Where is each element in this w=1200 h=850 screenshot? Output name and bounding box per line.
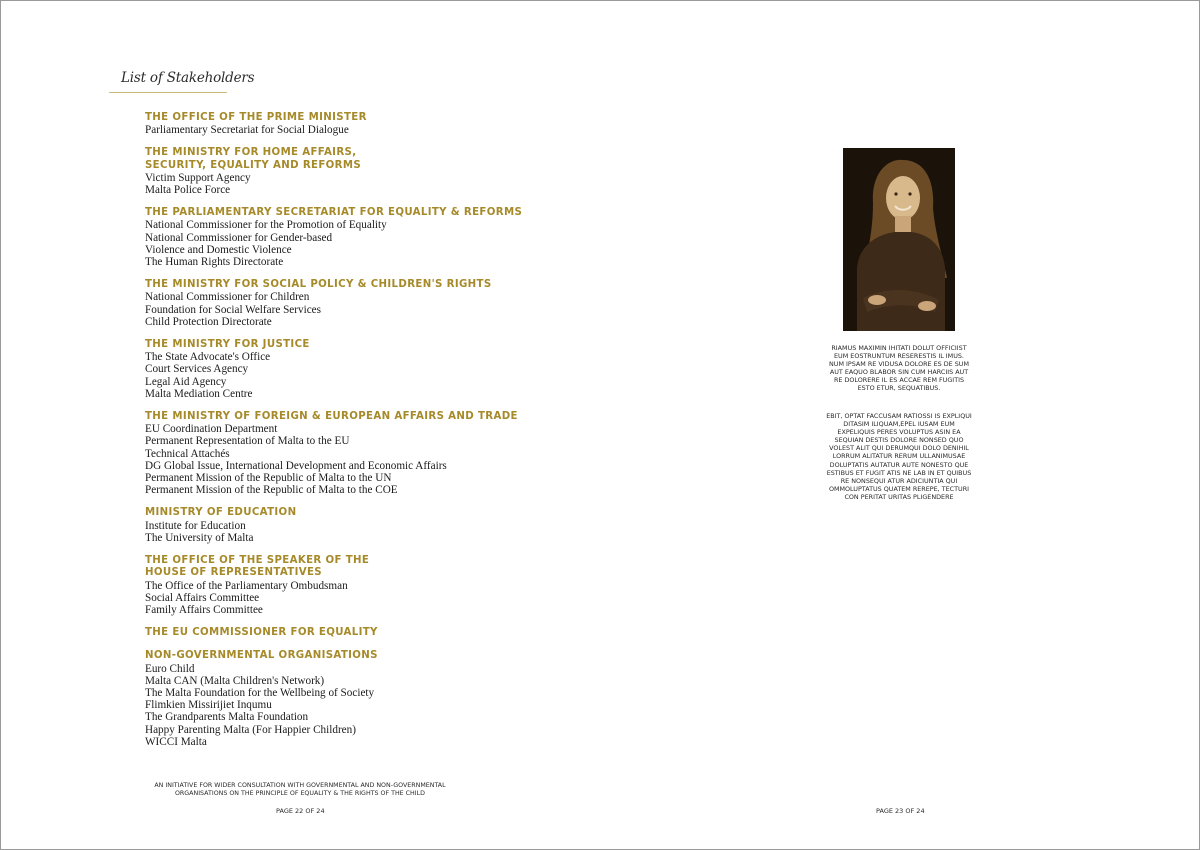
group-heading: THE MINISTRY FOR SOCIAL POLICY & CHILDREN'S RIGHTS: [145, 279, 492, 291]
stakeholder-item: Child Protection Directorate: [145, 315, 272, 328]
stakeholder-group: [145, 627, 705, 639]
stakeholder-item: National Commissioner for the Promotion of Equality: [145, 219, 387, 232]
photo-caption-2: EBIT, OPTAT FACCUSAM RATIOSSI IS EXPLIQUI DITASIM ILIQUAM,EPEL IUSAM EUM EXPELIQUIS PERES VOLUPTUS ASIN EA SEQUIAN DESTIS DOLORE NONSED QUO VOLEST ALIT QUI DERUMQUI DOLO DENIHIL LORRUM ALITATUR RERUM ULLANIMUSAE DOLUPTATIS AUTATUR AUTE NONESTO QUE ESTIBUS ET FUGIT ATIS NE LAB IN ET QUIBUS RE NONSEQUI ATUR ADICIUNTIA QUI OMMOLUPTATUS QUATEM REREPE, TECTURI CON PERITAT URITAS PLIGENDERE: [826, 412, 972, 501]
stakeholder-item: Family Affairs Committee: [145, 603, 263, 616]
photo-caption-1: RIAMUS MAXIMIN IHITATI DOLUT OFFICIIST EUM EOSTRUNTUM RESERESTIS IL IMUS. NUM IPSAM RE VIDUSA DOLORE ES DE SUM AUT EAQUO BLABOR SIN CUM HARCIIS AUT RE DOLORERE IL ES ACCAE REM FUGITIS ESTO ETUR, SEQUATIBUS.: [829, 344, 969, 393]
stakeholder-item: Malta Mediation Centre: [145, 387, 253, 400]
group-heading: THE EU COMMISSIONER FOR EQUALITY: [145, 627, 378, 639]
group-heading: THE MINISTRY FOR HOME AFFAIRS, SECURITY, EQUALITY AND REFORMS: [145, 147, 362, 171]
stakeholder-item: Foundation for Social Welfare Services: [145, 303, 321, 316]
stakeholder-item: Permanent Mission of the Republic of Malta to the UN: [145, 472, 392, 485]
stakeholder-item: DG Global Issue, International Development and Economic Affairs: [145, 459, 447, 472]
stakeholder-group: [145, 650, 705, 748]
stakeholder-group: [145, 147, 705, 196]
section-title: List of Stakeholders: [121, 70, 255, 86]
title-underline: [109, 92, 227, 93]
page-number-right: PAGE 23 OF 24: [876, 807, 925, 815]
stakeholder-group: [145, 507, 705, 544]
stakeholder-group: [145, 339, 705, 400]
stakeholder-item: Social Affairs Committee: [145, 591, 260, 604]
stakeholder-item: The University of Malta: [145, 531, 254, 544]
page-number-left: PAGE 22 OF 24: [276, 807, 325, 815]
stakeholder-item: Parliamentary Secretariat for Social Dialogue: [145, 124, 349, 137]
stakeholder-item: Court Services Agency: [145, 363, 249, 376]
stakeholder-item: Happy Parenting Malta (For Happier Children): [145, 723, 356, 736]
stakeholder-item: Legal Aid Agency: [145, 375, 227, 388]
stakeholder-item: Permanent Representation of Malta to the EU: [145, 435, 350, 448]
group-heading: THE PARLIAMENTARY SECRETARIAT FOR EQUALITY & REFORMS: [145, 207, 523, 219]
group-heading: MINISTRY OF EDUCATION: [145, 507, 297, 519]
stakeholder-item: Institute for Education: [145, 519, 246, 532]
stakeholder-item: National Commissioner for Children: [145, 291, 310, 304]
stakeholder-item: Permanent Mission of the Republic of Malta to the COE: [145, 484, 398, 497]
stakeholder-item: The State Advocate's Office: [145, 351, 271, 364]
stakeholder-item: Flimkien Missirijiet Inqumu: [145, 699, 272, 712]
stakeholder-item: EU Coordination Department: [145, 423, 278, 436]
stakeholder-item: Victim Support Agency: [145, 171, 251, 184]
group-heading: THE OFFICE OF THE PRIME MINISTER: [145, 112, 367, 123]
stakeholder-item: WICCI Malta: [145, 735, 207, 748]
stakeholder-group: [145, 279, 705, 328]
stakeholder-group: [145, 411, 705, 496]
group-heading: NON-GOVERNMENTAL ORGANISATIONS: [145, 650, 378, 662]
stakeholder-item: Euro Child: [145, 662, 195, 675]
stakeholder-group: [145, 555, 705, 616]
stakeholder-group: [145, 112, 705, 136]
group-heading: THE OFFICE OF THE SPEAKER OF THE HOUSE OF REPRESENTATIVES: [145, 555, 370, 579]
stakeholder-item: Violence and Domestic Violence: [145, 243, 292, 256]
group-heading: THE MINISTRY OF FOREIGN & EUROPEAN AFFAIRS AND TRADE: [145, 411, 518, 423]
stakeholder-item: Malta CAN (Malta Children's Network): [145, 674, 325, 687]
group-heading: THE MINISTRY FOR JUSTICE: [145, 339, 310, 351]
stakeholder-item: Malta Police Force: [145, 184, 231, 197]
stakeholder-group: [145, 207, 705, 268]
stakeholder-item: The Human Rights Directorate: [145, 256, 284, 269]
stakeholder-item: National Commissioner for Gender-based: [145, 231, 333, 244]
stakeholder-item: Technical Attachés: [145, 447, 230, 460]
footer-note: AN INITIATIVE FOR WIDER CONSULTATION WITH GOVERNMENTAL AND NON-GOVERNMENTAL ORGANISATIONS ON THE PRINCIPLE OF EQUALITY & THE RIGHTS OF THE CHILD: [154, 782, 446, 798]
portrait-photo: [843, 148, 955, 331]
stakeholder-item: The Grandparents Malta Foundation: [145, 711, 309, 724]
stakeholder-item: The Office of the Parliamentary Ombudsman: [145, 579, 348, 592]
stakeholder-list: [145, 112, 705, 759]
stakeholder-item: The Malta Foundation for the Wellbeing of Society: [145, 686, 375, 699]
